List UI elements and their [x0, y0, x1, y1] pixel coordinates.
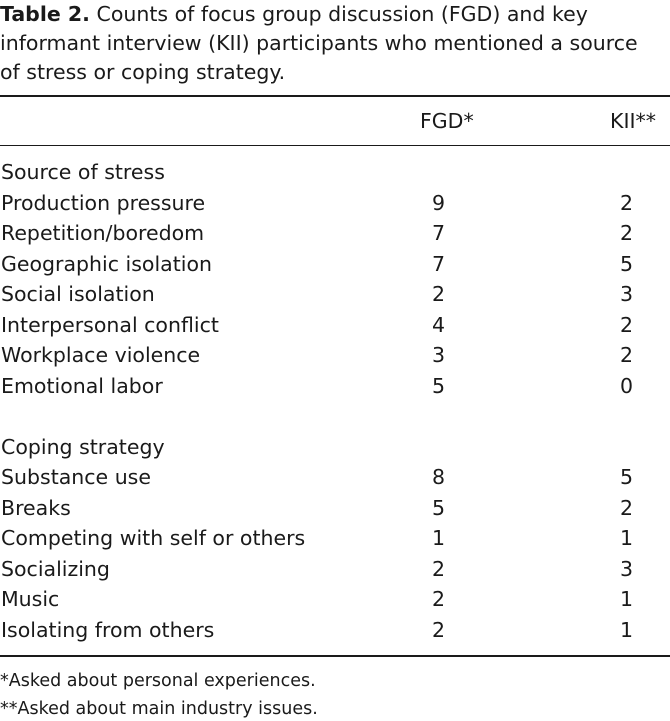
row-label: Competing with self or others — [1, 526, 306, 550]
row-label: Social isolation — [1, 282, 155, 306]
table-header-row — [0, 106, 670, 136]
row-kii-value: 0 — [620, 374, 634, 398]
row-label: Breaks — [1, 496, 71, 520]
table-row — [0, 615, 670, 645]
table-top-rule — [0, 95, 670, 97]
row-fgd-value: 9 — [432, 191, 446, 215]
table-row — [0, 554, 670, 584]
table-row — [0, 218, 670, 248]
table-row — [0, 462, 670, 492]
row-kii-value: 1 — [620, 587, 634, 611]
table-caption-text: Counts of focus group discussion (FGD) and key informant interview (KII) participants who mentioned a source of stress or coping strategy. — [0, 2, 638, 84]
row-fgd-value: 5 — [432, 374, 446, 398]
row-fgd-value: 4 — [432, 313, 446, 337]
table-row — [0, 523, 670, 553]
row-label: Music — [1, 587, 60, 611]
row-fgd-value: 2 — [432, 587, 446, 611]
section-heading-coping — [0, 432, 670, 462]
column-header-fgd: FGD* — [420, 109, 474, 133]
row-label: Interpersonal conflict — [1, 313, 219, 337]
row-kii-value: 1 — [620, 526, 634, 550]
row-label: Workplace violence — [1, 343, 201, 367]
table-row — [0, 249, 670, 279]
row-label: Emotional labor — [1, 374, 163, 398]
section-heading-stress — [0, 157, 670, 187]
table-row — [0, 371, 670, 401]
row-label: Geographic isolation — [1, 252, 212, 276]
table-caption-label: Table 2. — [0, 2, 90, 26]
table-bottom-rule — [0, 655, 670, 657]
table-row — [0, 493, 670, 523]
row-fgd-value: 2 — [432, 282, 446, 306]
row-label: Production pressure — [1, 191, 206, 215]
row-kii-value: 5 — [620, 252, 634, 276]
table-row — [0, 310, 670, 340]
row-kii-value: 2 — [620, 496, 634, 520]
row-kii-value: 2 — [620, 221, 634, 245]
row-fgd-value: 5 — [432, 496, 446, 520]
row-kii-value: 2 — [620, 343, 634, 367]
row-fgd-value: 1 — [432, 526, 446, 550]
section-heading-label: Coping strategy — [1, 435, 165, 459]
row-label: Substance use — [1, 465, 151, 489]
row-kii-value: 2 — [620, 313, 634, 337]
table-row — [0, 279, 670, 309]
row-label: Socializing — [1, 557, 110, 581]
table-caption — [0, 0, 660, 87]
column-header-kii: KII** — [610, 109, 657, 133]
row-fgd-value: 2 — [432, 618, 446, 642]
row-fgd-value: 7 — [432, 221, 446, 245]
footnote-kii: **Asked about main industry issues. — [0, 699, 318, 719]
table-row — [0, 340, 670, 370]
row-fgd-value: 2 — [432, 557, 446, 581]
table-row — [0, 188, 670, 218]
row-label: Isolating from others — [1, 618, 215, 642]
row-label: Repetition/boredom — [1, 221, 205, 245]
row-kii-value: 5 — [620, 465, 634, 489]
row-kii-value: 2 — [620, 191, 634, 215]
row-kii-value: 3 — [620, 557, 634, 581]
table-header-rule — [0, 145, 670, 146]
row-fgd-value: 3 — [432, 343, 446, 367]
footnote-fgd: *Asked about personal experiences. — [0, 671, 316, 691]
row-kii-value: 3 — [620, 282, 634, 306]
row-kii-value: 1 — [620, 618, 634, 642]
row-fgd-value: 7 — [432, 252, 446, 276]
row-fgd-value: 8 — [432, 465, 446, 489]
table-row — [0, 584, 670, 614]
section-heading-label: Source of stress — [1, 160, 165, 184]
